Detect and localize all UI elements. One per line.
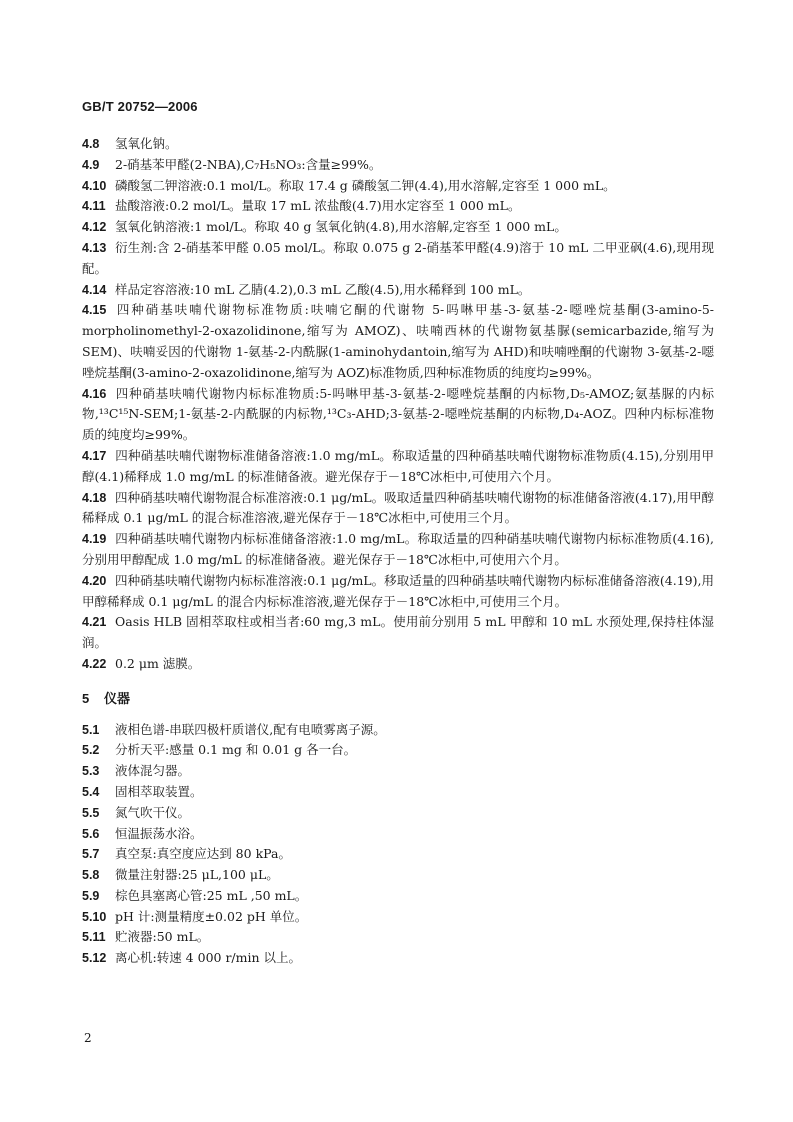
clause-number: 5.6 xyxy=(82,826,100,841)
standard-number-header: GB/T 20752—2006 xyxy=(82,99,198,114)
clause-number: 5.7 xyxy=(82,847,100,862)
clause-number: 4.11 xyxy=(82,199,106,214)
clause-text: 微量注射器:25 μL,100 μL。 xyxy=(115,867,279,883)
clause-number: 4.9 xyxy=(82,157,100,172)
clause-item xyxy=(82,740,714,761)
clause-number: 4.20 xyxy=(82,573,107,588)
clause-item xyxy=(82,488,714,530)
clause-number: 5.9 xyxy=(82,888,100,903)
clause-text: 四种硝基呋喃代谢物内标标准储备溶液:1.0 mg/mL。称取适量的四种硝基呋喃代谢物内标标准物质(4.16),分别用甲醇配成 1.0 mg/mL 的标准储备液。避光保存于－18℃冰柜中,可使用六个月。 xyxy=(82,531,714,567)
clause-item xyxy=(82,571,714,613)
clause-number: 4.19 xyxy=(82,532,107,547)
clause-text: 四种硝基呋喃代谢物内标标准溶液:0.1 μg/mL。移取适量的四种硝基呋喃代谢物内标标准储备溶液(4.19),用甲醇稀释成 0.1 μg/mL 的混合内标标准溶液,避光保存于－18℃冰柜中,可使用三个月。 xyxy=(82,572,714,609)
clause-number: 4.22 xyxy=(82,656,107,671)
clause-number: 5.12 xyxy=(82,951,107,966)
clause-text: Oasis HLB 固相萃取柱或相当者:60 mg,3 mL。使用前分别用 5 mL 甲醇和 10 mL 水预处理,保持柱体湿润。 xyxy=(82,614,714,651)
clause-number: 5.4 xyxy=(82,784,100,799)
clause-item xyxy=(82,886,714,907)
clause-number: 5.5 xyxy=(82,805,100,820)
clause-item xyxy=(82,196,714,217)
clause-text: 分析天平:感量 0.1 mg 和 0.01 g 各一台。 xyxy=(115,742,357,758)
clause-number: 5.3 xyxy=(82,764,100,779)
clause-number: 4.14 xyxy=(82,282,107,297)
clause-item xyxy=(82,529,714,571)
section-heading xyxy=(82,689,714,710)
clause-item xyxy=(82,824,714,845)
clause-item xyxy=(82,300,714,383)
clause-text: 贮液器:50 mL。 xyxy=(115,929,210,945)
clause-number: 4.15 xyxy=(82,303,107,318)
clause-text: 氢氧化钠。 xyxy=(115,136,178,151)
clause-text: 棕色具塞离心管:25 mL ,50 mL。 xyxy=(115,887,308,903)
clause-number: 4.10 xyxy=(82,178,107,193)
clause-item xyxy=(82,865,714,886)
clause-text: 四种硝基呋喃代谢物混合标准溶液:0.1 μg/mL。吸取适量四种硝基呋喃代谢物的标准储备溶液(4.17),用甲醇稀释成 0.1 μg/mL 的混合标准溶液,避光保存于－18℃冰柜中,可使用三个月。 xyxy=(82,489,714,526)
clause-item xyxy=(82,927,714,948)
clause-item xyxy=(82,280,714,301)
clause-number: 5.8 xyxy=(82,868,100,883)
clause-number: 4.8 xyxy=(82,137,100,151)
clause-item xyxy=(82,907,714,928)
clause-item xyxy=(82,612,714,654)
clause-number: 4.17 xyxy=(82,448,107,463)
clause-item xyxy=(82,176,714,197)
clause-text: 0.2 μm 滤膜。 xyxy=(115,655,201,671)
clause-text: 氮气吹干仪。 xyxy=(115,804,191,820)
document-body xyxy=(82,134,714,969)
clause-item xyxy=(82,384,714,446)
clause-number: 4.13 xyxy=(82,240,107,255)
clause-item xyxy=(82,720,714,741)
clause-text: 真空泵:真空度应达到 80 kPa。 xyxy=(115,846,291,862)
clause-text: 衍生剂:含 2-硝基苯甲醛 0.05 mol/L。称取 0.075 g 2-硝基苯甲醛(4.9)溶于 10 mL 二甲亚砜(4.6),现用现配。 xyxy=(82,239,714,276)
clause-item xyxy=(82,217,714,238)
section-number: 5 xyxy=(82,690,90,706)
clause-text: 离心机:转速 4 000 r/min 以上。 xyxy=(115,950,302,966)
clause-item xyxy=(82,803,714,824)
page-number: 2 xyxy=(84,1031,92,1045)
reagent-list xyxy=(82,134,714,675)
clause-item xyxy=(82,761,714,782)
clause-item xyxy=(82,155,714,176)
clause-text: 液体混匀器。 xyxy=(115,763,191,779)
clause-item xyxy=(82,782,714,803)
clause-text: 四种硝基呋喃代谢物内标标准物质:5-吗啉甲基-3-氨基-2-噁唑烷基酮的内标物,D₅-AMOZ;氨基脲的内标物,¹³C¹⁵N-SEM;1-氨基-2-内酰脲的内标物,¹³C₃-AHD;3-氨基-2-噁唑烷基酮的内标物,D₄-AOZ。四种内标标准物质的纯度均≥99%。 xyxy=(82,385,714,443)
clause-text: 样品定容溶液:10 mL 乙腈(4.2),0.3 mL 乙酸(4.5),用水稀释到 100 mL。 xyxy=(115,281,531,297)
clause-number: 4.18 xyxy=(82,490,107,505)
clause-number: 4.21 xyxy=(82,615,107,630)
clause-number: 5.10 xyxy=(82,909,107,924)
clause-item xyxy=(82,446,714,488)
clause-text: 氢氧化钠溶液:1 mol/L。称取 40 g 氢氧化钠(4.8),用水溶解,定容至 1 000 mL。 xyxy=(115,219,567,235)
clause-text: 四种硝基呋喃代谢物标准物质:呋喃它酮的代谢物 5-吗啉甲基-3-氨基-2-噁唑烷基酮(3-amino-5-morpholinomethyl-2-oxazolidinone,缩写为 AMOZ)、呋喃西林的代谢物氨基脲(semicarbazide,缩写为 SEM)、呋喃妥因的代谢物 1-氨基-2-内酰脲(1-aminohydantoin,缩写为 AHD)和呋喃唑酮的代谢物 3-氨基-2-噁唑烷基酮(3-amino-2-oxazolidinone,缩写为 AOZ)标准物质,四种标准物质的纯度均≥99%。 xyxy=(82,302,714,380)
clause-text: 盐酸溶液:0.2 mol/L。量取 17 mL 浓盐酸(4.7)用水定容至 1 000 mL。 xyxy=(115,198,521,214)
clause-number: 4.16 xyxy=(82,386,107,401)
clause-item xyxy=(82,238,714,280)
clause-text: 恒温振荡水浴。 xyxy=(115,825,203,841)
clause-text: pH 计:测量精度±0.02 pH 单位。 xyxy=(115,908,308,924)
clause-item xyxy=(82,844,714,865)
clause-item xyxy=(82,134,714,155)
clause-text: 固相萃取装置。 xyxy=(115,783,203,799)
clause-item xyxy=(82,948,714,969)
clause-text: 磷酸氢二钾溶液:0.1 mol/L。称取 17.4 g 磷酸氢二钾(4.4),用水溶解,定容至 1 000 mL。 xyxy=(115,177,616,193)
clause-text: 液相色谱-串联四极杆质谱仪,配有电喷雾离子源。 xyxy=(115,721,386,737)
instrument-list xyxy=(82,720,714,970)
clause-number: 5.2 xyxy=(82,743,100,758)
clause-number: 5.1 xyxy=(82,722,100,737)
clause-number: 4.12 xyxy=(82,220,107,235)
clause-item xyxy=(82,654,714,675)
clause-text: 四种硝基呋喃代谢物标准储备溶液:1.0 mg/mL。称取适量的四种硝基呋喃代谢物标准物质(4.15),分别用甲醇(4.1)稀释成 1.0 mg/mL 的标准储备液。避光保存于－18℃冰柜中,可使用六个月。 xyxy=(82,447,714,484)
section-title: 仪器 xyxy=(104,690,131,706)
clause-number: 5.11 xyxy=(82,930,106,945)
clause-text: 2-硝基苯甲醛(2-NBA),C₇H₅NO₃:含量≥99%。 xyxy=(115,156,382,172)
